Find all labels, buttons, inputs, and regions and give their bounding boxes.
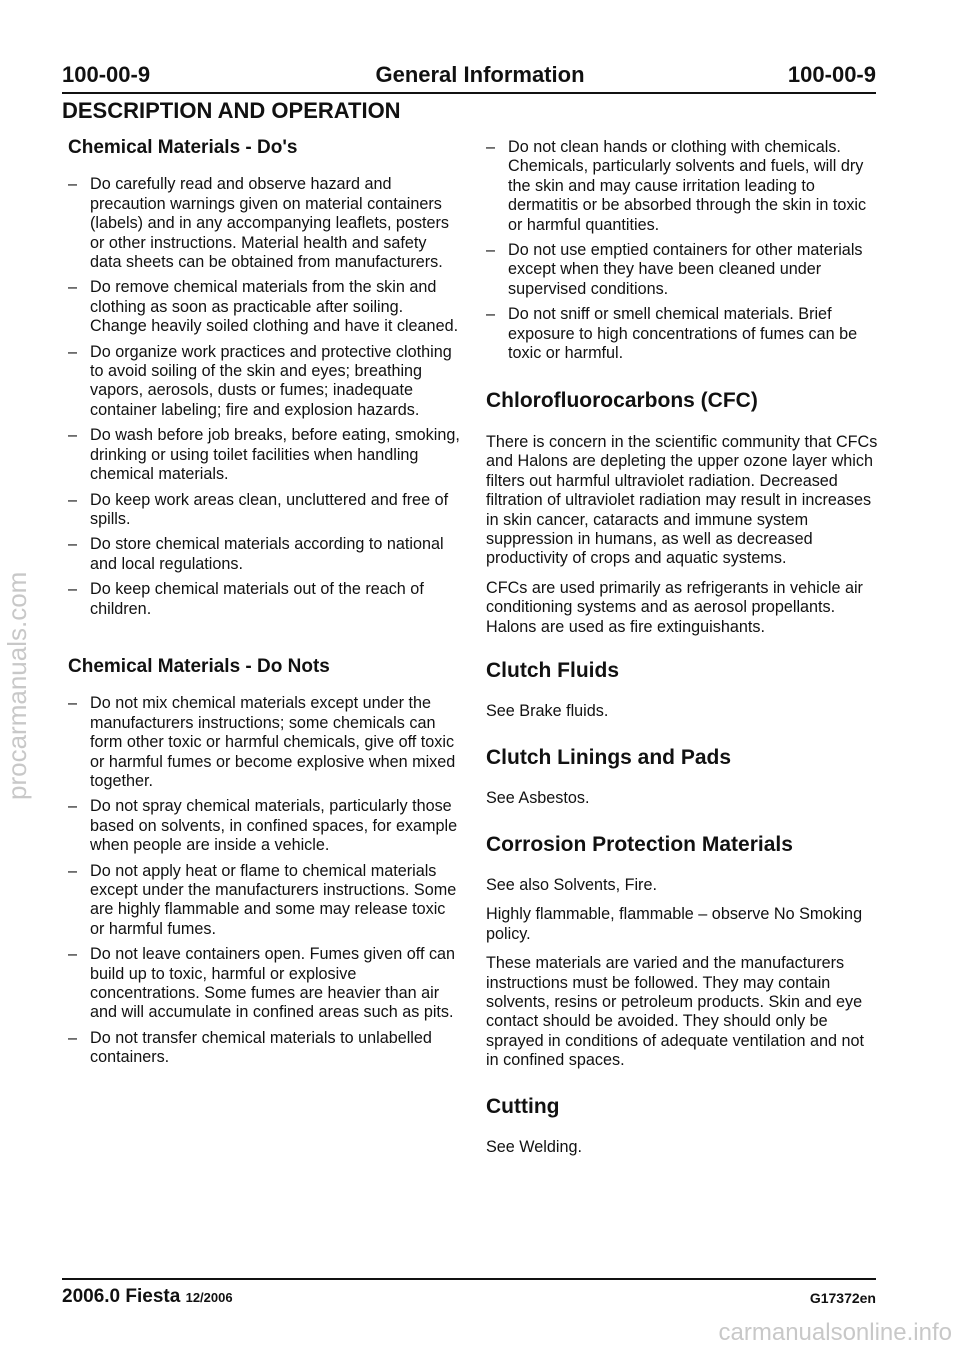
list-item: – Do not apply heat or flame to chemical materials except under the manufacturers instructions. Some are highly flammable and some may release toxic or harmful fumes.	[68, 861, 457, 938]
section-title: DESCRIPTION AND OPERATION	[62, 98, 401, 123]
clutch-linings-text: See Asbestos.	[486, 789, 590, 808]
side-watermark: procarmanuals.com	[2, 571, 32, 800]
list-item: – Do not transfer chemical materials to unlabelled containers.	[68, 1028, 432, 1067]
page-code-left: 100-00-9	[62, 62, 151, 87]
corrosion-heading: Corrosion Protection Materials	[486, 832, 793, 856]
corrosion-paragraph: These materials are varied and the manufacturers instructions must be followed. They may contain solvents, resins or petroleum products. Skin and eye contact should be avoided. They should only be sprayed in conditions of adequate ventilation and not in confined spaces.	[486, 954, 864, 1070]
cutting-text: See Welding.	[486, 1138, 582, 1157]
chapter-title: General Information	[375, 62, 585, 87]
list-item: – Do wash before job breaks, before eating, smoking, drinking or using toilet facilities when handling chemical materials.	[68, 426, 460, 484]
clutch-fluids-heading: Clutch Fluids	[486, 658, 619, 682]
list-item: – Do organize work practices and protective clothing to avoid soiling of the skin and eyes; breathing vapors, aerosols, dusts or fumes; inadequate container labeling; fire and explosion hazards.	[68, 342, 452, 419]
footer-date: 12/2006	[185, 1290, 233, 1305]
footer-rule	[62, 1278, 876, 1280]
list-item: – Do not mix chemical materials except under the manufacturers instructions; some chemicals can form other toxic or harmful chemicals, give off toxic or harmful fumes or become explosive when mixed together.	[68, 694, 456, 790]
cfc-heading: Chlorofluorocarbons (CFC)	[486, 389, 758, 413]
corrosion-paragraph: Highly flammable, flammable – observe No Smoking policy.	[486, 905, 863, 943]
list-item: – Do remove chemical materials from the skin and clothing as soon as practicable after soiling. Change heavily soiled clothing and have it cleaned.	[68, 278, 459, 336]
list-item: – Do keep chemical materials out of the reach of children.	[68, 580, 424, 618]
list-item: – Do carefully read and observe hazard and precaution warnings given on material containers (labels) and in any accompanying leaflets, posters or other instructions. Material health and safety data sheets can be obtained from manufacturers.	[68, 175, 450, 272]
dos-list	[68, 175, 460, 619]
bottom-watermark: carmanualsonline.info	[718, 1319, 952, 1346]
cutting-heading: Cutting	[486, 1094, 560, 1118]
clutch-linings-heading: Clutch Linings and Pads	[486, 745, 732, 769]
header-rule	[62, 92, 876, 94]
clutch-fluids-text: See Brake fluids.	[486, 702, 609, 721]
footer-model	[62, 1286, 233, 1308]
list-item: – Do store chemical materials according to national and local regulations.	[68, 535, 444, 573]
corrosion-paragraph: See also Solvents, Fire.	[486, 875, 657, 894]
list-item: – Do not sniff or smell chemical materials. Brief exposure to high concentrations of fumes can be toxic or harmful.	[486, 305, 858, 363]
cfc-paragraph: CFCs are used primarily as refrigerants in vehicle air conditioning systems and as aerosol propellants. Halons are used as fire extinguishants.	[486, 578, 863, 636]
dos-heading: Chemical Materials - Do's	[68, 137, 298, 158]
page-code-right: 100-00-9	[787, 62, 876, 87]
list-item: – Do not use emptied containers for other materials except when they have been cleaned under supervised conditions.	[486, 241, 863, 298]
donts-continued-list	[486, 138, 878, 363]
right-column	[486, 138, 878, 1167]
list-item: – Do not leave containers open. Fumes given off can build up to toxic, harmful or explosive concentrations. Some fumes are heavier than air and will accumulate in confined areas such as pits.	[68, 945, 456, 1022]
cfc-paragraph: There is concern in the scientific community that CFCs and Halons are depleting the upper ozone layer which filters out harmful ultraviolet radiation. Decreased filtration of ultraviolet radiation may result in increases in skin cancer, cataracts and immune system suppression in humans, as well as decreased productivity of crops and aquatic systems.	[486, 432, 878, 568]
footer-code: G17372en	[809, 1290, 876, 1306]
footer-model-name: 2006.0 Fiesta	[62, 1286, 181, 1307]
left-column	[68, 138, 460, 1074]
list-item: – Do not spray chemical materials, particularly those based on solvents, in confined spaces, for example when people are inside a vehicle.	[68, 797, 458, 855]
donts-heading: Chemical Materials - Do Nots	[68, 655, 330, 677]
list-item: – Do not clean hands or clothing with chemicals. Chemicals, particularly solvents and fuels, will dry the skin and may cause irritation leading to dermatitis or be absorbed through the skin in toxic or harmful quantities.	[486, 138, 867, 234]
list-item: – Do keep work areas clean, uncluttered and free of spills.	[68, 490, 449, 528]
donts-list	[68, 694, 460, 1067]
